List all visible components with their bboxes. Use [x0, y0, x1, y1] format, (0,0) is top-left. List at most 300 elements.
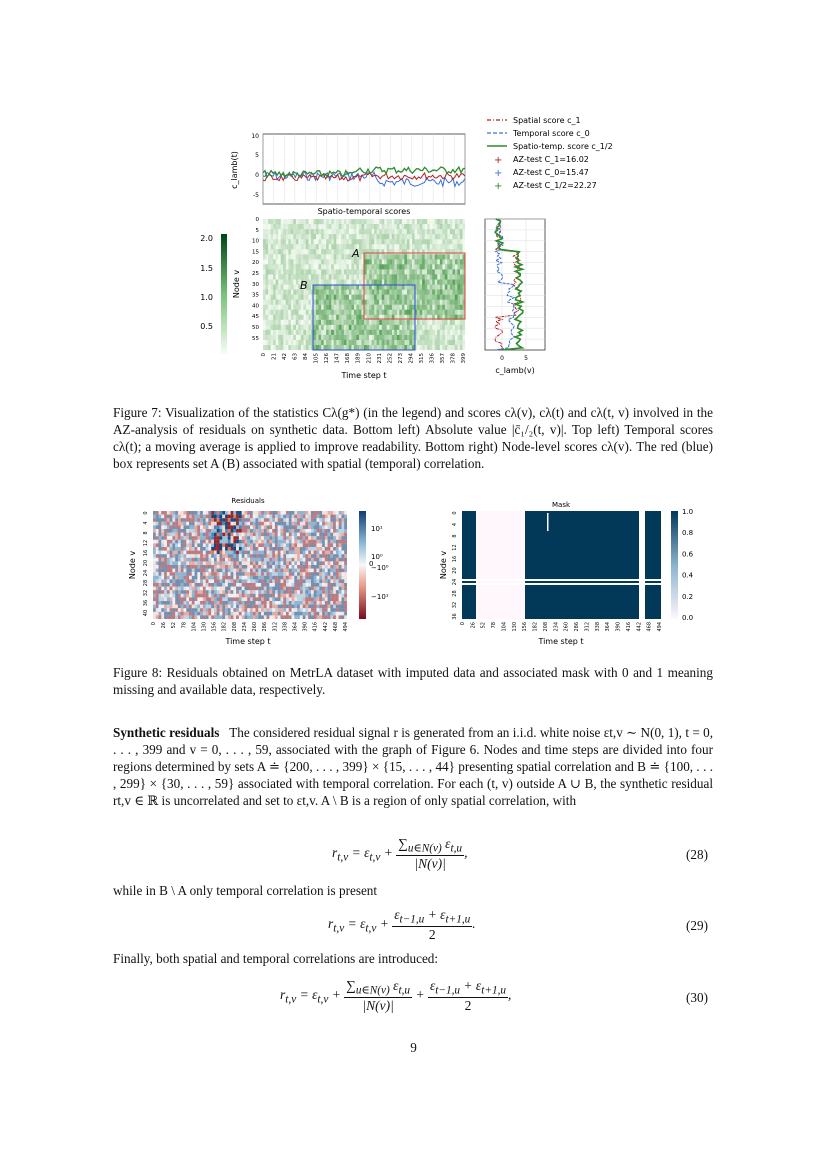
heatmap-cell — [415, 264, 418, 269]
residuals-cell — [242, 518, 245, 522]
residuals-cell — [261, 533, 264, 537]
heatmap-cell — [331, 310, 334, 315]
residuals-cell — [208, 583, 211, 587]
residuals-cell — [278, 569, 281, 573]
residuals-cell — [184, 601, 187, 605]
residuals-cell — [228, 615, 231, 619]
heatmap-cell — [354, 340, 357, 345]
residuals-cell — [267, 597, 270, 601]
residuals-cell — [297, 518, 300, 522]
heatmap-cell — [293, 259, 296, 264]
heatmap-cell — [351, 264, 354, 269]
heatmap-cell — [367, 234, 370, 239]
residuals-cell — [261, 515, 264, 519]
residuals-cell — [164, 543, 167, 547]
heatmap-cell — [324, 325, 327, 330]
residuals-cell — [156, 551, 159, 555]
residuals-cell — [311, 572, 314, 576]
residuals-cell — [317, 579, 320, 583]
residuals-cell — [175, 594, 178, 598]
heatmap-cell — [379, 290, 382, 295]
residuals-cell — [325, 565, 328, 569]
residuals-cell — [233, 590, 236, 594]
residuals-cell — [217, 572, 220, 576]
residuals-cell — [159, 518, 162, 522]
residuals-cell — [167, 515, 170, 519]
residuals-cell — [231, 608, 234, 612]
residuals-cell — [272, 540, 275, 544]
residuals-cell — [195, 558, 198, 562]
residuals-cell — [195, 572, 198, 576]
residuals-cell — [297, 579, 300, 583]
residuals-cell — [300, 533, 303, 537]
heatmap-cell — [344, 290, 347, 295]
heatmap-cell — [377, 320, 380, 325]
residuals-cell — [200, 601, 203, 605]
residuals-cell — [242, 554, 245, 558]
heatmap-cell — [321, 305, 324, 310]
heatmap-cell — [263, 295, 266, 300]
residuals-cell — [283, 587, 286, 591]
residuals-cell — [317, 572, 320, 576]
residuals-cell — [175, 533, 178, 537]
heatmap-cell — [329, 300, 332, 305]
residuals-cell — [322, 540, 325, 544]
heatmap-cell — [387, 340, 390, 345]
residuals-cell — [333, 579, 336, 583]
residuals-cell — [294, 569, 297, 573]
residuals-cell — [319, 579, 322, 583]
heatmap-cell — [273, 219, 276, 224]
residuals-cell — [172, 579, 175, 583]
residuals-cell — [314, 576, 317, 580]
heatmap-cell — [326, 345, 329, 350]
heatmap-cell — [283, 239, 286, 244]
residuals-cell — [322, 576, 325, 580]
residuals-cell — [203, 558, 206, 562]
residuals-cell — [317, 612, 320, 616]
heatmap-cell — [450, 340, 453, 345]
heatmap-cell — [422, 229, 425, 234]
heatmap-cell — [394, 274, 397, 279]
residuals-cell — [258, 565, 261, 569]
heatmap-cell — [311, 244, 314, 249]
heatmap-cell — [440, 274, 443, 279]
residuals-cell — [228, 579, 231, 583]
heatmap-cell — [276, 234, 279, 239]
heatmap-cell — [369, 254, 372, 259]
heatmap-cell — [440, 219, 443, 224]
heatmap-cell — [296, 340, 299, 345]
residuals-cell — [333, 551, 336, 555]
residuals-cell — [311, 522, 314, 526]
residuals-cell — [275, 547, 278, 551]
residuals-cell — [264, 579, 267, 583]
heatmap-cell — [452, 269, 455, 274]
residuals-cell — [297, 590, 300, 594]
residuals-cell — [217, 597, 220, 601]
heatmap-cell — [440, 234, 443, 239]
residuals-cell — [181, 536, 184, 540]
residuals-cell — [311, 605, 314, 609]
heatmap-cell — [452, 254, 455, 259]
heatmap-cell — [437, 254, 440, 259]
heatmap-cell — [298, 330, 301, 335]
heatmap-cell — [296, 310, 299, 315]
heatmap-cell — [349, 244, 352, 249]
residuals-cell — [264, 615, 267, 619]
heatmap-cell — [430, 280, 433, 285]
heatmap-cell — [392, 239, 395, 244]
heatmap-cell — [379, 320, 382, 325]
heatmap-cell — [281, 259, 284, 264]
heatmap-cell — [276, 315, 279, 320]
residuals-cell — [322, 612, 325, 616]
heatmap-cell — [369, 325, 372, 330]
residuals-cell — [195, 525, 198, 529]
heatmap-cell — [339, 305, 342, 310]
residuals-cell — [311, 565, 314, 569]
heatmap-cell — [339, 280, 342, 285]
residuals-cell — [250, 561, 253, 565]
heatmap-cell — [437, 249, 440, 254]
heatmap-cell — [430, 234, 433, 239]
residuals-cell — [195, 590, 198, 594]
residuals-cell — [325, 529, 328, 533]
heatmap-cell — [344, 300, 347, 305]
heatmap-cell — [309, 310, 312, 315]
heatmap-cell — [336, 244, 339, 249]
residuals-cell — [344, 522, 347, 526]
residuals-cell — [206, 608, 209, 612]
residuals-cell — [228, 522, 231, 526]
heatmap-cell — [399, 320, 402, 325]
heatmap-cell — [278, 229, 281, 234]
residuals-cell — [189, 558, 192, 562]
residuals-cell — [170, 608, 173, 612]
residuals-cell — [283, 533, 286, 537]
heatmap-cell — [263, 325, 266, 330]
residuals-cell — [272, 543, 275, 547]
residuals-cell — [322, 608, 325, 612]
residuals-cell — [189, 565, 192, 569]
heatmap-cell — [291, 224, 294, 229]
residuals-cell — [256, 608, 259, 612]
residuals-cell — [294, 536, 297, 540]
residuals-cell — [172, 529, 175, 533]
residuals-cell — [242, 579, 245, 583]
heatmap-cell — [321, 224, 324, 229]
mask-colorbar-tick: 0.0 — [682, 614, 694, 622]
residuals-cell — [175, 605, 178, 609]
residuals-cell — [322, 572, 325, 576]
residuals-cell — [211, 572, 214, 576]
residuals-cell — [247, 569, 250, 573]
heatmap-cell — [389, 224, 392, 229]
residuals-cell — [178, 540, 181, 544]
residuals-cell — [308, 576, 311, 580]
residuals-cell — [261, 529, 264, 533]
residuals-cell — [314, 587, 317, 591]
heatmap-cell — [263, 320, 266, 325]
residuals-cell — [322, 536, 325, 540]
heatmap-cell — [374, 295, 377, 300]
heatmap-cell — [407, 310, 410, 315]
residuals-cell — [217, 583, 220, 587]
residuals-cell — [275, 605, 278, 609]
heatmap-cell — [409, 249, 412, 254]
heatmap-cell — [455, 335, 458, 340]
residuals-cell — [156, 601, 159, 605]
heatmap-cell — [450, 285, 453, 290]
heatmap-cell — [339, 345, 342, 350]
heatmap-cell — [306, 345, 309, 350]
heatmap-cell — [415, 280, 418, 285]
residuals-cell — [239, 572, 242, 576]
residuals-cell — [292, 576, 295, 580]
residuals-cell — [186, 551, 189, 555]
residuals-cell — [203, 547, 206, 551]
heatmap-cell — [296, 254, 299, 259]
residuals-cell — [317, 608, 320, 612]
heatmap-cell — [397, 335, 400, 340]
residuals-cell — [261, 565, 264, 569]
residuals-cell — [333, 529, 336, 533]
heatmap-cell — [412, 224, 415, 229]
residuals-cell — [258, 511, 261, 515]
heatmap-cell — [404, 300, 407, 305]
heatmap-cell — [298, 295, 301, 300]
residuals-cell — [283, 597, 286, 601]
residuals-cell — [186, 608, 189, 612]
heatmap-cell — [326, 274, 329, 279]
residuals-cell — [181, 572, 184, 576]
residuals-cell — [195, 615, 198, 619]
residuals-cell — [172, 558, 175, 562]
heatmap-cell — [293, 305, 296, 310]
residuals-cell — [283, 543, 286, 547]
residuals-cell — [275, 540, 278, 544]
heatmap-cell — [364, 320, 367, 325]
residuals-cell — [195, 515, 198, 519]
residuals-cell — [311, 515, 314, 519]
heatmap-cell — [447, 330, 450, 335]
residuals-cell — [217, 558, 220, 562]
residuals-cell — [233, 594, 236, 598]
heatmap-cell — [349, 320, 352, 325]
heatmap-cell — [460, 310, 463, 315]
heatmap-cell — [351, 345, 354, 350]
residuals-cell — [239, 597, 242, 601]
residuals-cell — [333, 590, 336, 594]
residuals-cell — [267, 543, 270, 547]
residuals-cell — [314, 605, 317, 609]
heatmap-cell — [374, 224, 377, 229]
residuals-cell — [208, 605, 211, 609]
residuals-cell — [164, 576, 167, 580]
heatmap-cell — [397, 325, 400, 330]
residuals-cell — [281, 594, 284, 598]
residuals-cell — [250, 543, 253, 547]
residuals-cell — [319, 533, 322, 537]
heatmap-cell — [324, 264, 327, 269]
heatmap-cell — [331, 269, 334, 274]
heatmap-cell — [452, 285, 455, 290]
heatmap-cell — [344, 305, 347, 310]
heatmap-xtick: 84 — [303, 353, 310, 360]
residuals-cell — [330, 597, 333, 601]
heatmap-cell — [440, 310, 443, 315]
residuals-cell — [281, 540, 284, 544]
residuals-cell — [217, 536, 220, 540]
residuals-cell — [292, 558, 295, 562]
residuals-cell — [222, 511, 225, 515]
residuals-cell — [264, 576, 267, 580]
heatmap-cell — [369, 274, 372, 279]
residuals-cell — [167, 518, 170, 522]
heatmap-cell — [404, 219, 407, 224]
heatmap-cell — [374, 254, 377, 259]
heatmap-cell — [460, 219, 463, 224]
heatmap-cell — [301, 310, 304, 315]
residuals-cell — [225, 525, 228, 529]
residuals-cell — [164, 569, 167, 573]
heatmap-cell — [404, 244, 407, 249]
residuals-cell — [239, 590, 242, 594]
residuals-cell — [228, 518, 231, 522]
residuals-cell — [178, 558, 181, 562]
residuals-cell — [220, 587, 223, 591]
residuals-cell — [220, 583, 223, 587]
residuals-cell — [253, 583, 256, 587]
residuals-cell — [286, 511, 289, 515]
heatmap-cell — [268, 315, 271, 320]
residuals-cell — [242, 615, 245, 619]
heatmap-cell — [450, 330, 453, 335]
residuals-cell — [314, 561, 317, 565]
heatmap-cell — [384, 330, 387, 335]
heatmap-cell — [356, 224, 359, 229]
heatmap-cell — [397, 274, 400, 279]
residuals-cell — [264, 525, 267, 529]
residuals-cell — [239, 558, 242, 562]
heatmap-cell — [452, 280, 455, 285]
mask-gap — [547, 513, 549, 531]
residuals-cell — [297, 587, 300, 591]
residuals-cell — [311, 561, 314, 565]
heatmap-cell — [435, 239, 438, 244]
colorbar-tick: 2.0 — [200, 234, 213, 243]
residuals-cell — [333, 561, 336, 565]
residuals-cell — [167, 533, 170, 537]
heatmap-cell — [296, 320, 299, 325]
heatmap-cell — [417, 300, 420, 305]
heatmap-cell — [286, 244, 289, 249]
residuals-cell — [305, 515, 308, 519]
residuals-cell — [344, 594, 347, 598]
heatmap-cell — [427, 340, 430, 345]
residuals-cell — [164, 565, 167, 569]
residuals-cell — [300, 590, 303, 594]
heatmap-cell — [283, 244, 286, 249]
heatmap-cell — [440, 345, 443, 350]
heatmap-cell — [341, 219, 344, 224]
heatmap-cell — [432, 264, 435, 269]
heatmap-cell — [450, 219, 453, 224]
heatmap-cell — [409, 290, 412, 295]
heatmap-cell — [409, 280, 412, 285]
residuals-cell — [222, 590, 225, 594]
residuals-cell — [195, 594, 198, 598]
heatmap-cell — [349, 315, 352, 320]
residuals-cell — [308, 525, 311, 529]
residuals-cell — [339, 608, 342, 612]
residuals-cell — [289, 565, 292, 569]
heatmap-cell — [288, 254, 291, 259]
residuals-cell — [178, 565, 181, 569]
residuals-cell — [206, 601, 209, 605]
residuals-cell — [333, 569, 336, 573]
residuals-cell — [275, 587, 278, 591]
heatmap-cell — [432, 310, 435, 315]
heatmap-cell — [422, 340, 425, 345]
heatmap-cell — [407, 295, 410, 300]
residuals-cell — [292, 587, 295, 591]
heatmap-cell — [425, 249, 428, 254]
residuals-cell — [253, 529, 256, 533]
heatmap-cell — [351, 234, 354, 239]
residuals-cell — [172, 515, 175, 519]
heatmap-cell — [437, 244, 440, 249]
residuals-cell — [308, 605, 311, 609]
heatmap-cell — [273, 330, 276, 335]
heatmap-cell — [402, 239, 405, 244]
residuals-cell — [258, 551, 261, 555]
colorbar-tick: 0.5 — [200, 322, 213, 331]
residuals-cell — [164, 605, 167, 609]
residuals-cell — [208, 511, 211, 515]
residuals-cell — [253, 615, 256, 619]
heatmap-cell — [447, 274, 450, 279]
heatmap-cell — [392, 340, 395, 345]
heatmap-cell — [288, 244, 291, 249]
heatmap-cell — [266, 254, 269, 259]
heatmap-cell — [389, 259, 392, 264]
heatmap-cell — [331, 320, 334, 325]
heatmap-cell — [263, 219, 266, 224]
heatmap-cell — [344, 274, 347, 279]
residuals-cell — [161, 525, 164, 529]
heatmap-cell — [321, 234, 324, 239]
mask-xtick: 208 — [542, 622, 549, 632]
residuals-cell — [184, 597, 187, 601]
residuals-cell — [170, 522, 173, 526]
heatmap-cell — [336, 320, 339, 325]
heatmap-cell — [356, 264, 359, 269]
heatmap-cell — [291, 305, 294, 310]
heatmap-cell — [351, 259, 354, 264]
residuals-cell — [344, 601, 347, 605]
heatmap-cell — [354, 300, 357, 305]
residuals-cell — [339, 605, 342, 609]
heatmap-cell — [394, 244, 397, 249]
residuals-cell — [200, 583, 203, 587]
residuals-cell — [220, 576, 223, 580]
residuals-cell — [184, 612, 187, 616]
residuals-cell — [161, 601, 164, 605]
heatmap-cell — [455, 305, 458, 310]
residuals-cell — [164, 525, 167, 529]
